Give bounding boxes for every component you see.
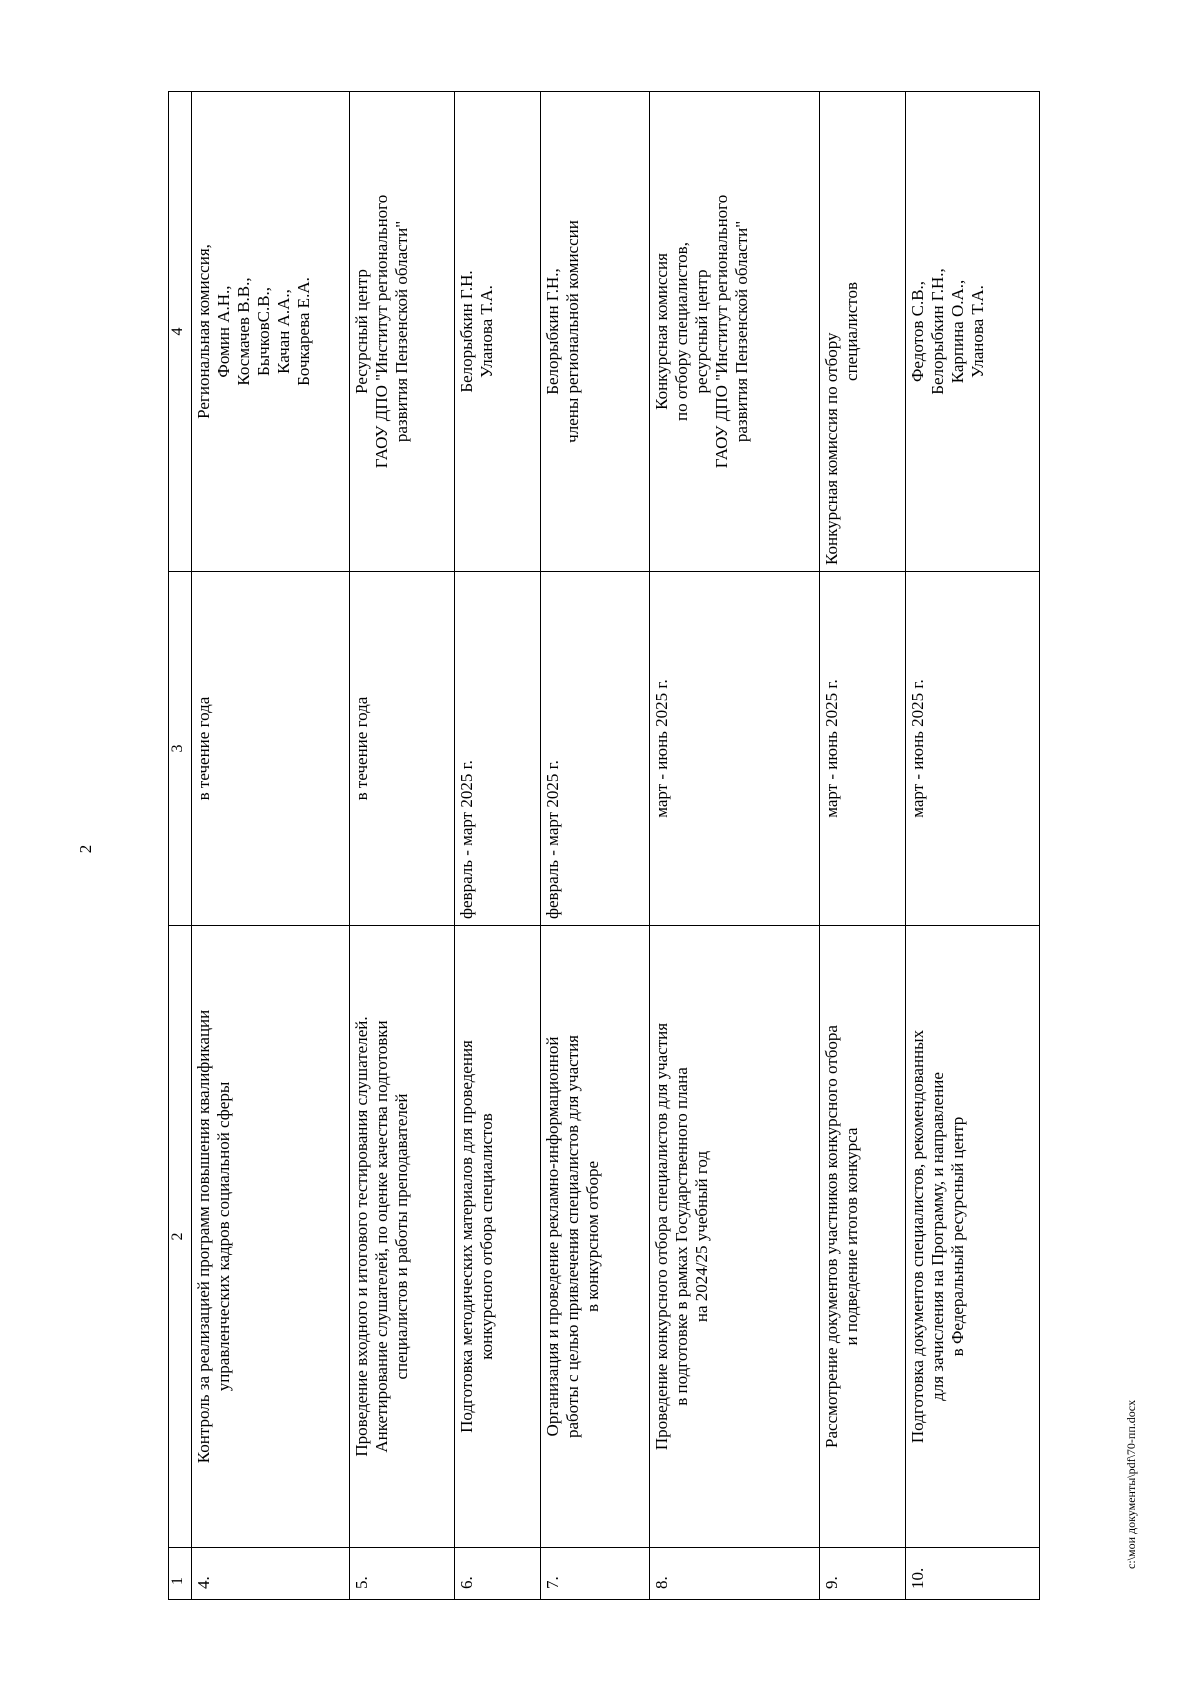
table-row xyxy=(819,92,905,1600)
activity-cell: Организация и проведение рекламно-информационной работы с целью привлечения специалистов для участия в конкурсном отборе xyxy=(540,926,649,1548)
activity-cell: Рассмотрение документов участников конкурсного отбора и подведение итогов конкурса xyxy=(819,926,905,1548)
page-number: 2 xyxy=(76,844,95,854)
term-cell: февраль - март 2025 г. xyxy=(454,572,540,926)
row-number: 10. xyxy=(906,1548,1040,1600)
activity-cell: Подготовка методических материалов для проведения конкурсного отбора специалистов xyxy=(454,926,540,1548)
responsible-cell: Белорыбкин Г.Н., члены региональной комиссии xyxy=(540,92,649,572)
row-number: 9. xyxy=(819,1548,905,1600)
table-header-row xyxy=(169,92,192,1600)
row-number: 7. xyxy=(540,1548,649,1600)
term-cell: в течение года xyxy=(350,572,454,926)
responsible-cell: Конкурсная комиссия по отбору специалистов, ресурсный центр ГАОУ ДПО "Институт регионального развития Пензенской области" xyxy=(649,92,819,572)
row-number: 6. xyxy=(454,1548,540,1600)
term-cell: февраль - март 2025 г. xyxy=(540,572,649,926)
responsible-cell: Ресурсный центр ГАОУ ДПО "Институт регионального развития Пензенской области" xyxy=(350,92,454,572)
term-cell: в течение года xyxy=(191,572,350,926)
responsible-cell: Региональная комиссия, Фомин А.Н., Космачев В.В., БычковС.В., Качан А.А., Бочкарева Е.А. xyxy=(191,92,350,572)
table-row xyxy=(906,92,1040,1600)
table-row xyxy=(540,92,649,1600)
table-row xyxy=(191,92,350,1600)
table-row xyxy=(649,92,819,1600)
activity-cell: Контроль за реализацией программ повышения квалификации управленческих кадров социальной сферы xyxy=(191,926,350,1548)
term-cell: март - июнь 2025 г. xyxy=(649,572,819,926)
activity-cell: Проведение входного и итогового тестирования слушателей. Анкетирование слушателей, по оценке качества подготовки специалистов и работы преподавателей xyxy=(350,926,454,1548)
activity-cell: Проведение конкурсного отбора специалистов для участия в подготовке в рамках Государственного плана на 2024/25 учебный год xyxy=(649,926,819,1548)
term-cell: март - июнь 2025 г. xyxy=(819,572,905,926)
activity-cell: Подготовка документов специалистов, рекомендованных для зачисления на Программу, и направление в Федеральный ресурсный центр xyxy=(906,926,1040,1548)
table-row xyxy=(454,92,540,1600)
header-col-3: 3 xyxy=(169,572,192,926)
table-row xyxy=(350,92,454,1600)
header-col-4: 4 xyxy=(169,92,192,572)
responsible-cell: Белорыбкин Г.Н. Уланова Т.А. xyxy=(454,92,540,572)
header-col-1: 1 xyxy=(169,1548,192,1600)
responsible-cell: Федотов С.В., Белорыбкин Г.Н., Карпина О.А., Уланова Т.А. xyxy=(906,92,1040,572)
row-number: 4. xyxy=(191,1548,350,1600)
responsible-cell: Конкурсная комиссия по отбору специалистов xyxy=(819,92,905,572)
header-col-2: 2 xyxy=(169,926,192,1548)
footer-file-path: c:\мои документы\pdf\70-пп.docx xyxy=(1124,1399,1138,1569)
plan-table xyxy=(168,91,1040,1600)
row-number: 5. xyxy=(350,1548,454,1600)
term-cell: март - июнь 2025 г. xyxy=(906,572,1040,926)
row-number: 8. xyxy=(649,1548,819,1600)
